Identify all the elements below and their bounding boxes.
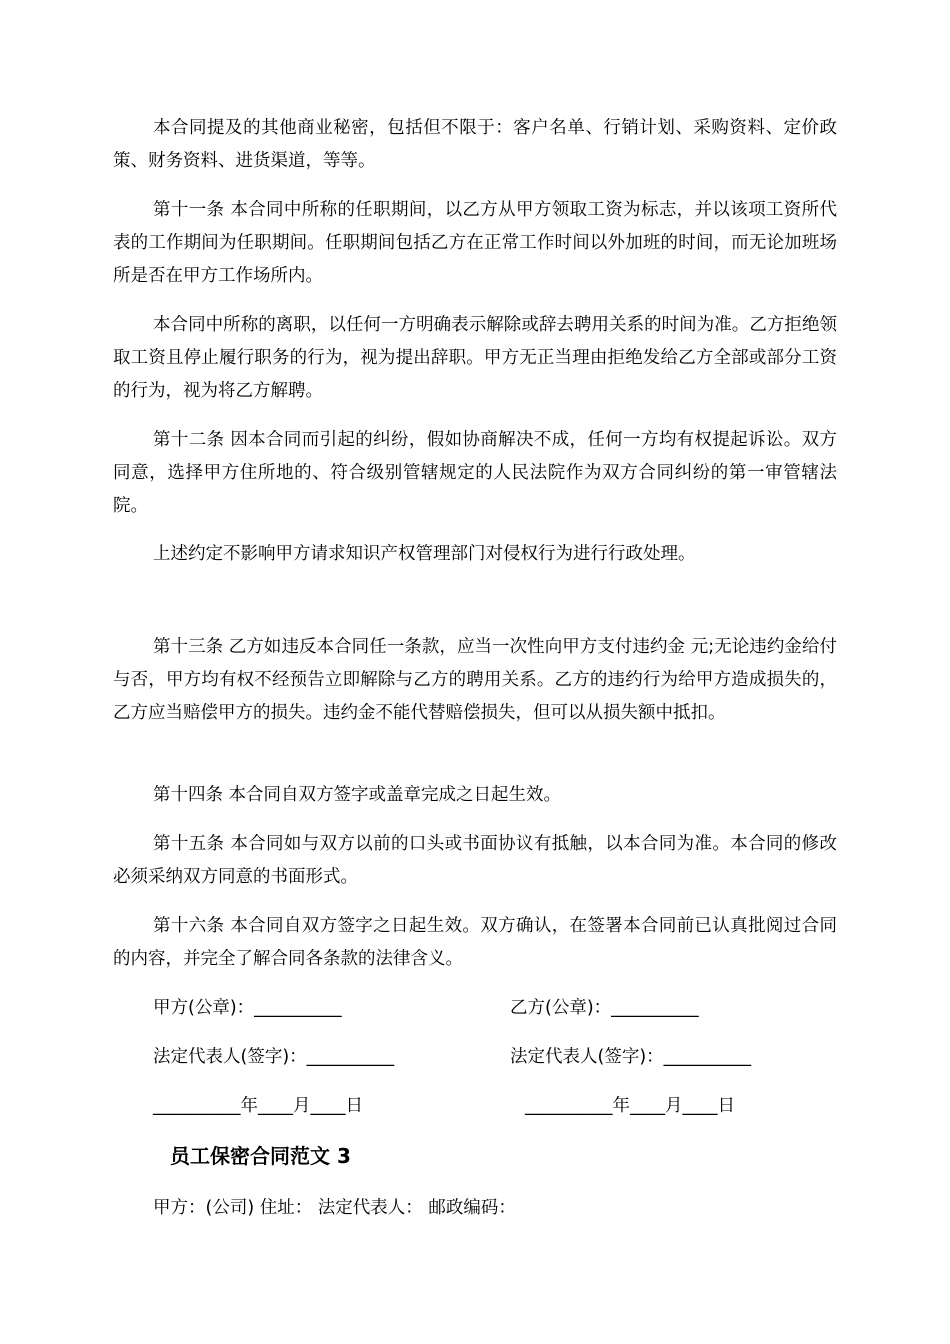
paragraph-ip-note: 上述约定不影响甲方请求知识产权管理部门对侵权行为进行行政处理。 <box>153 544 696 564</box>
party-a-rep-line: 法定代表人(签字)：__________ <box>153 1047 395 1067</box>
paragraph-article-11: 第十一条 本合同中所称的任职期间，以乙方从甲方领取工资为标志，并以该项工资所代表的工作期间为任职期间。任职期间包括乙方在正常工作时间以外加班的时间，而无论加班场所是否在甲方工作场所内。 <box>113 200 837 286</box>
paragraph-article-13: 第十三条 乙方如违反本合同任一条款，应当一次性向甲方支付违约金 元;无论违约金给付与否，甲方均有权不经预告立即解除与乙方的聘用关系。乙方的违约行为给甲方造成损失的，乙方应当赔偿甲方的损失。违约金不能代替赔偿损失，但可以从损失额中抵扣。 <box>113 637 837 723</box>
paragraph-article-16: 第十六条 本合同自双方签字之日起生效。双方确认，在签署本合同前已认真批阅过合同的内容，并完全了解合同各条款的法律含义。 <box>113 916 837 969</box>
party-b-seal-line: 乙方(公章)：__________ <box>510 998 699 1018</box>
paragraph-article-14: 第十四条 本合同自双方签字或盖章完成之日起生效。 <box>153 785 562 805</box>
paragraph-trade-secrets: 本合同提及的其他商业秘密，包括但不限于：客户名单、行销计划、采购资料、定价政策、财务资料、进货渠道，等等。 <box>113 118 837 171</box>
paragraph-resignation: 本合同中所称的离职，以任何一方明确表示解除或辞去聘用关系的时间为准。乙方拒绝领取工资且停止履行职务的行为，视为提出辞职。甲方无正当理由拒绝发给乙方全部或部分工资的行为，视为将乙方解聘。 <box>113 315 837 401</box>
section-heading: 员工保密合同范文 3 <box>170 1144 351 1168</box>
paragraph-article-12: 第十二条 因本合同而引起的纠纷，假如协商解决不成，任何一方均有权提起诉讼。双方同意，选择甲方住所地的、符合级别管辖规定的人民法院作为双方合同纠纷的第一审管辖法院。 <box>113 430 837 516</box>
party-a-seal-line: 甲方(公章)：__________ <box>153 998 342 1018</box>
party-b-date-line: __________年____月____日 <box>525 1096 735 1116</box>
party-b-rep-line: 法定代表人(签字)：__________ <box>510 1047 752 1067</box>
party-a-date-line: __________年____月____日 <box>153 1096 363 1116</box>
paragraph-article-15: 第十五条 本合同如与双方以前的口头或书面协议有抵触，以本合同为准。本合同的修改必须采纳双方同意的书面形式。 <box>113 834 837 887</box>
contract-party-line: 甲方：(公司) 住址： 法定代表人： 邮政编码： <box>153 1198 516 1218</box>
